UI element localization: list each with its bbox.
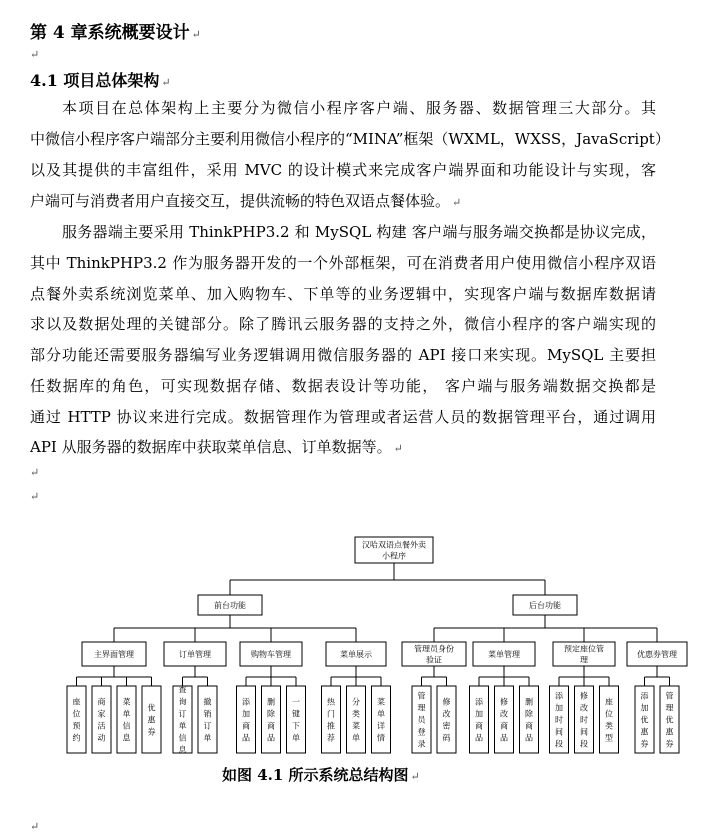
leaf-node-box bbox=[470, 686, 489, 753]
leaf-node-label: 热门推荐 bbox=[327, 697, 335, 743]
leaf-node-box bbox=[198, 686, 217, 753]
empty-paragraph-mark: ↵ bbox=[30, 490, 40, 503]
leaf-node-box bbox=[173, 686, 192, 753]
module-node-label: 预定座位管 bbox=[564, 644, 604, 654]
leaf-node-label: 修改密码 bbox=[442, 697, 451, 743]
leaf-node-label: 菜单信息 bbox=[122, 697, 131, 743]
root-node-label: 小程序 bbox=[382, 551, 406, 561]
empty-paragraph-mark: ↵ bbox=[30, 466, 40, 479]
paragraph2-line: 通过 HTTP 协议来进行完成。数据管理作为管理或者运营人员的数据管理平台，通过调用 bbox=[30, 408, 656, 426]
leaf-node-label: 删除商品 bbox=[525, 697, 533, 743]
leaf-node-label: 修改时间段 bbox=[580, 691, 588, 749]
empty-paragraph-mark: ↵ bbox=[30, 820, 40, 833]
paragraph1-line: 本项目在总体架构上主要分为微信小程序客户端、服务器、数据管理三大部分。其 bbox=[62, 99, 656, 117]
paragraph2-line: 点餐外卖系统浏览菜单、加入购物车、下单等的业务逻辑中，实现客户端与数据库数据请 bbox=[30, 285, 656, 303]
leaf-node-label: 添加时间段 bbox=[555, 691, 563, 749]
module-node-label: 购物车管理 bbox=[251, 650, 291, 659]
paragraph2-line: 求以及数据处理的关键部分。除了腾讯云服务器的支持之外，微信小程序的客户端实现的 bbox=[30, 315, 656, 333]
leaf-node-label: 座位类型 bbox=[605, 697, 613, 743]
paragraph2-line: 部分功能还需要服务器编写业务逻辑调用微信服务器的 API 接口来实现。MySQL 主要担 bbox=[30, 346, 656, 364]
paragraph2-line: 任数据库的角色，可实现数据存储、数据表设计等功能， 客户端与服务端数据交换都是 bbox=[30, 377, 656, 395]
leaf-node-box bbox=[237, 686, 256, 753]
leaf-node-label: 优惠券 bbox=[147, 703, 156, 737]
paragraph1-line: 中微信小程序客户端部分主要利用微信小程序的“MINA”框架（WXML，WXSS，JavaScript） bbox=[30, 130, 670, 148]
paragraph-mark: ↵ bbox=[410, 770, 420, 783]
figure-caption-text: 如图 4.1 所示系统总结构图 bbox=[222, 766, 409, 784]
module-node-label: 菜单展示 bbox=[340, 650, 372, 659]
frontend-label: 前台功能 bbox=[214, 601, 246, 610]
leaf-node-box bbox=[92, 686, 111, 753]
leaf-node-label: 查询订单信息 bbox=[178, 685, 187, 755]
leaf-node-label: 修改商品 bbox=[500, 697, 508, 743]
section-title-text: 4.1 项目总体架构 bbox=[30, 71, 160, 90]
module-node-label: 理 bbox=[580, 655, 588, 665]
paragraph-mark: ↵ bbox=[452, 196, 462, 209]
leaf-node-box bbox=[600, 686, 619, 753]
paragraph1-line-text: 户端可与消费者用户直接交互，提供流畅的特色双语点餐体验。 bbox=[30, 192, 451, 210]
leaf-node-box bbox=[372, 686, 391, 753]
chapter-title-text: 第 4 章系统概要设计 bbox=[30, 23, 190, 43]
module-node-label: 优惠券管理 bbox=[637, 650, 677, 659]
leaf-node-label: 分类菜单 bbox=[352, 697, 360, 743]
module-node-label: 管理员身份 bbox=[414, 644, 454, 654]
leaf-node-box bbox=[437, 686, 456, 753]
leaf-node-label: 菜单详情 bbox=[377, 697, 385, 743]
module-node-label: 菜单管理 bbox=[488, 650, 520, 659]
paragraph2-line-text: API 从服务器的数据库中获取菜单信息、订单数据等。 bbox=[30, 438, 392, 456]
leaf-node-label: 商家活动 bbox=[97, 697, 106, 743]
leaf-node-box bbox=[67, 686, 86, 753]
leaf-node-box bbox=[287, 686, 306, 753]
module-node-label: 主界面管理 bbox=[94, 650, 134, 659]
leaf-node-box bbox=[262, 686, 281, 753]
paragraph2-line: 其中 ThinkPHP3.2 作为服务器开发的一个外部框架，可在消费者用户使用微信小程序双语 bbox=[30, 254, 656, 272]
leaf-node-box bbox=[117, 686, 136, 753]
leaf-node-label: 管理员登录 bbox=[417, 691, 426, 749]
leaf-node-label: 添加商品 bbox=[475, 697, 483, 743]
leaf-node-box bbox=[520, 686, 539, 753]
paragraph2-line: 服务器端主要采用 ThinkPHP3.2 和 MySQL 构建 客户端与服务端交换都是协议完成， bbox=[62, 223, 656, 241]
leaf-node-box bbox=[347, 686, 366, 753]
leaf-node-label: 一键下单 bbox=[292, 697, 300, 743]
leaf-node-label: 座位预约 bbox=[72, 697, 81, 743]
empty-paragraph-mark: ↵ bbox=[30, 48, 40, 61]
leaf-node-label: 添加优惠券 bbox=[640, 691, 649, 749]
leaf-node-label: 管理优惠券 bbox=[665, 691, 674, 749]
leaf-node-label: 撤销订单 bbox=[203, 697, 212, 743]
figure-caption bbox=[222, 764, 420, 785]
module-node-label: 验证 bbox=[426, 655, 442, 665]
root-node-label: 汉哈双语点餐外卖 bbox=[362, 540, 426, 550]
paragraph-mark: ↵ bbox=[161, 76, 171, 89]
leaf-node-box bbox=[322, 686, 341, 753]
leaf-node-label: 删除商品 bbox=[267, 697, 275, 743]
paragraph-mark: ↵ bbox=[393, 442, 403, 455]
module-node-label: 订单管理 bbox=[179, 650, 211, 659]
paragraph-mark: ↵ bbox=[191, 28, 201, 41]
backend-label: 后台功能 bbox=[529, 601, 561, 610]
leaf-node-label: 添加商品 bbox=[242, 697, 250, 743]
leaf-node-box bbox=[495, 686, 514, 753]
paragraph1-line: 以及其提供的丰富组件，采用 MVC 的设计模式来完成客户端界面和功能设计与实现，客 bbox=[30, 161, 656, 179]
